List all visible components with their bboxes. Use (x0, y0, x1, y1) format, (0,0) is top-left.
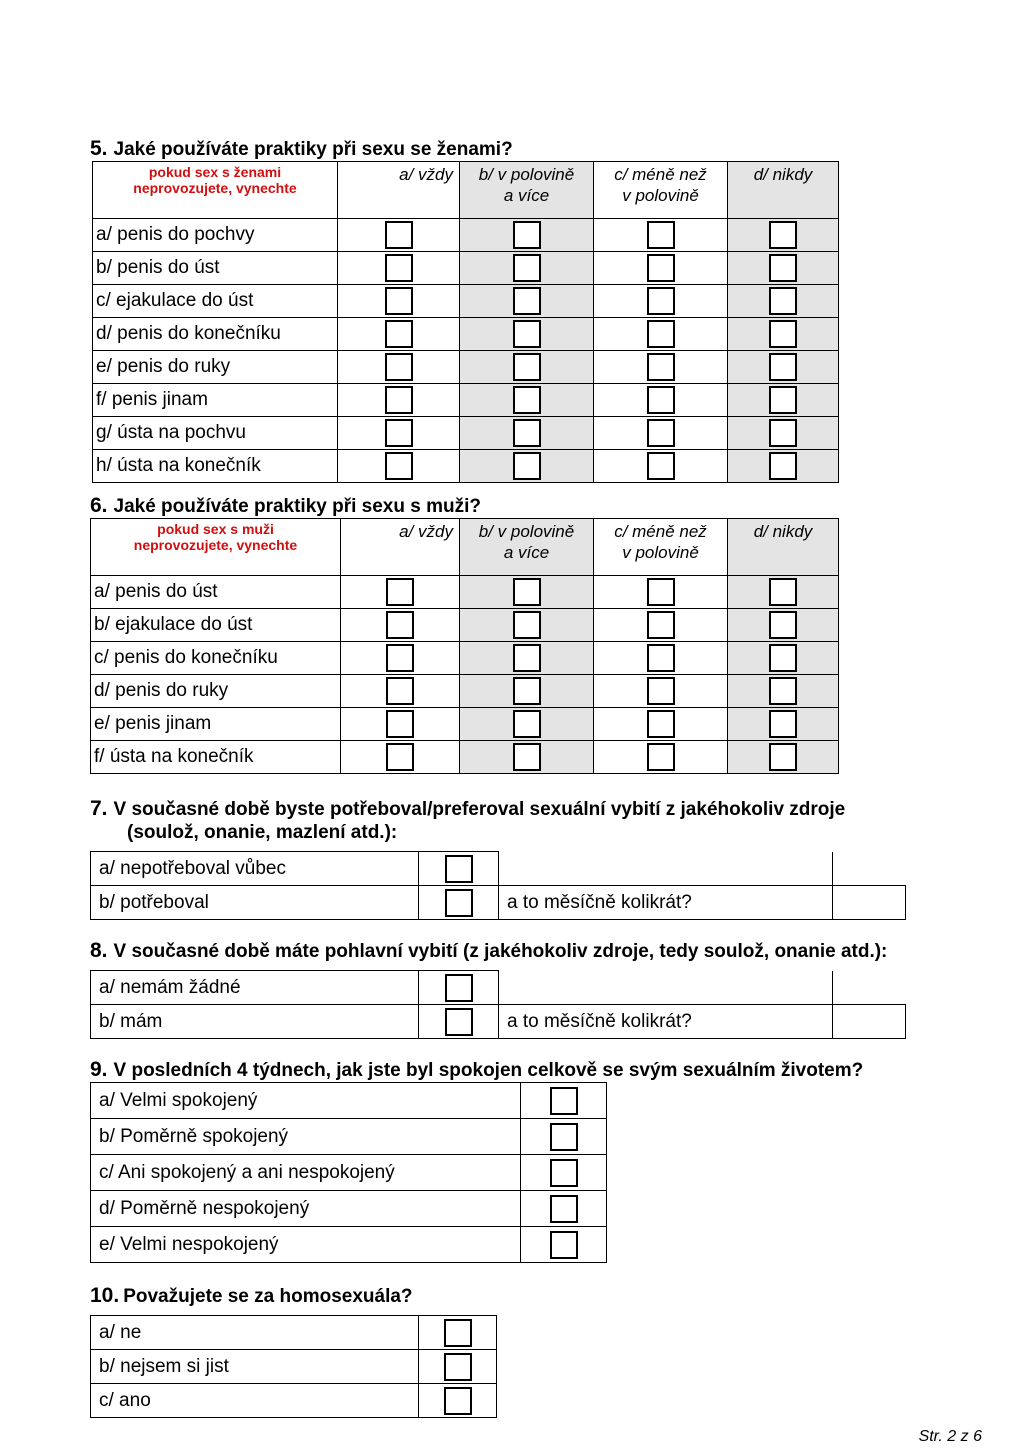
q10-option-label: b/ nejsem si jist (91, 1350, 419, 1384)
q5-title (90, 138, 513, 161)
q5-checkbox-b[interactable] (513, 254, 541, 282)
q8-option-b: b/ mám (91, 1005, 419, 1039)
q7-checkbox-b[interactable] (445, 889, 473, 917)
q5-cell-c (594, 450, 728, 483)
q6-cell-b (460, 609, 594, 642)
q7-count-field[interactable] (833, 886, 906, 920)
q8-table (90, 970, 906, 1039)
q5-checkbox-c[interactable] (647, 221, 675, 249)
q5-cell-a (338, 318, 460, 351)
q6-checkbox-a[interactable] (386, 710, 414, 738)
q6-cell-d (728, 741, 839, 774)
q9-option-label: d/ Poměrně nespokojený (91, 1191, 521, 1227)
q5-row (93, 285, 839, 318)
q5-cell-d (728, 384, 839, 417)
q5-checkbox-c[interactable] (647, 419, 675, 447)
q6-checkbox-c[interactable] (647, 743, 675, 771)
q6-checkbox-c[interactable] (647, 644, 675, 672)
q5-checkbox-b[interactable] (513, 287, 541, 315)
q6-checkbox-a[interactable] (386, 578, 414, 606)
q5-row (93, 384, 839, 417)
q6-note-line2: neprovozujete, vynechte (133, 537, 298, 553)
q6-cell-a (341, 609, 460, 642)
q5-cell-d (728, 417, 839, 450)
q6-col-a (341, 519, 460, 576)
q6-cell-a (341, 675, 460, 708)
q6-col-b-label1: b/ v polovině (478, 522, 575, 541)
q5-cell-a (338, 219, 460, 252)
q7-follow-up: a to měsíčně kolikrát? (499, 886, 833, 920)
q5-cell-a (338, 351, 460, 384)
q5-col-b-label2: a více (503, 186, 550, 205)
q6-cell-a (341, 576, 460, 609)
q5-col-a (338, 162, 460, 219)
q5-cell-b (460, 219, 594, 252)
q6-row-label: e/ penis jinam (91, 708, 341, 741)
q6-cell-d (728, 708, 839, 741)
q9-option-label: b/ Poměrně spokojený (91, 1119, 521, 1155)
q5-row (93, 318, 839, 351)
q5-checkbox-d[interactable] (769, 320, 797, 348)
q5-checkbox-a[interactable] (385, 254, 413, 282)
q6-note-cell (91, 519, 341, 576)
q5-checkbox-b[interactable] (513, 386, 541, 414)
q5-col-c (594, 162, 728, 219)
q5-cell-c (594, 351, 728, 384)
q9-checkbox-cell (521, 1191, 607, 1227)
q9-option-row (91, 1191, 607, 1227)
q7-empty2 (833, 852, 906, 886)
q9-option-row (91, 1119, 607, 1155)
q5-row-label: a/ penis do pochvy (93, 219, 338, 252)
q6-row (91, 609, 839, 642)
q9-checkbox[interactable] (550, 1087, 578, 1115)
q5-checkbox-c[interactable] (647, 320, 675, 348)
q5-checkbox-c[interactable] (647, 254, 675, 282)
q8-option-a: a/ nemám žádné (91, 971, 419, 1005)
q6-cell-d (728, 609, 839, 642)
q5-cell-d (728, 450, 839, 483)
q5-note-cell (93, 162, 338, 219)
q5-cell-c (594, 219, 728, 252)
q5-checkbox-a[interactable] (385, 452, 413, 480)
q8-follow-up: a to měsíčně kolikrát? (499, 1005, 833, 1039)
q5-cell-b (460, 252, 594, 285)
q5-cell-d (728, 219, 839, 252)
q6-checkbox-d[interactable] (769, 743, 797, 771)
q6-col-c (594, 519, 728, 576)
q6-checkbox-b[interactable] (513, 677, 541, 705)
q6-cell-d (728, 576, 839, 609)
q6-note-line1: pokud sex s muži (157, 521, 274, 537)
q7-checkbox-a[interactable] (445, 855, 473, 883)
q9-option-row (91, 1227, 607, 1263)
q8-empty2 (833, 971, 906, 1005)
q5-cell-a (338, 252, 460, 285)
q6-table (90, 518, 839, 774)
q10-checkbox[interactable] (444, 1387, 472, 1415)
q5-cell-b (460, 318, 594, 351)
q6-checkbox-b[interactable] (513, 578, 541, 606)
q9-checkbox[interactable] (550, 1195, 578, 1223)
q5-title-text: Jaké používáte praktiky při sexu se ženami? (113, 139, 513, 160)
q5-checkbox-c[interactable] (647, 353, 675, 381)
q6-row-label: c/ penis do konečníku (91, 642, 341, 675)
q5-checkbox-d[interactable] (769, 386, 797, 414)
q7-title-line1: V současné době byste potřeboval/preferoval sexuální vybití z jakéhokoliv zdroje (113, 799, 846, 820)
q6-cell-a (341, 708, 460, 741)
q5-cell-d (728, 318, 839, 351)
q5-cell-b (460, 351, 594, 384)
q5-col-c-label2: v polovině (622, 186, 699, 205)
q8-checkbox-b[interactable] (445, 1008, 473, 1036)
q5-cell-a (338, 417, 460, 450)
page-number: Str. 2 z 6 (918, 1428, 982, 1445)
q6-row-label: a/ penis do úst (91, 576, 341, 609)
q10-checkbox-cell (419, 1384, 497, 1418)
q6-title-text: Jaké používáte praktiky při sexu s muži? (113, 496, 481, 517)
q5-cell-b (460, 285, 594, 318)
q6-checkbox-b[interactable] (513, 644, 541, 672)
q5-col-a-label: a/ vždy (399, 165, 453, 184)
q5-cell-b (460, 450, 594, 483)
q9-option-row (91, 1083, 607, 1119)
q5-checkbox-b[interactable] (513, 419, 541, 447)
q5-row (93, 219, 839, 252)
q6-cell-b (460, 576, 594, 609)
q8-checkbox-cell-a (419, 971, 499, 1005)
q6-row (91, 741, 839, 774)
q6-checkbox-c[interactable] (647, 578, 675, 606)
q7-checkbox-cell-a (419, 852, 499, 886)
q6-checkbox-c[interactable] (647, 611, 675, 639)
q5-cell-d (728, 351, 839, 384)
q6-checkbox-b[interactable] (513, 611, 541, 639)
q5-cell-d (728, 252, 839, 285)
q6-title (90, 495, 481, 518)
q6-cell-c (594, 609, 728, 642)
q6-checkbox-d[interactable] (769, 644, 797, 672)
q6-cell-b (460, 675, 594, 708)
q9-checkbox[interactable] (550, 1123, 578, 1151)
q6-col-b-label2: a více (503, 543, 550, 562)
q10-option-row (91, 1350, 497, 1384)
q6-cell-c (594, 642, 728, 675)
q9-table (90, 1082, 607, 1263)
q5-checkbox-d[interactable] (769, 419, 797, 447)
q8-title-text: V současné době máte pohlavní vybití (z jakéhokoliv zdroje, tedy soulož, onanie atd.): (113, 941, 888, 962)
q5-checkbox-b[interactable] (513, 452, 541, 480)
q6-col-d (728, 519, 839, 576)
q9-checkbox-cell (521, 1155, 607, 1191)
q6-number: 6. (90, 494, 108, 517)
q5-checkbox-d[interactable] (769, 254, 797, 282)
q5-cell-b (460, 384, 594, 417)
q8-checkbox-a[interactable] (445, 974, 473, 1002)
q5-note-line2: neprovozujete, vynechte (133, 180, 297, 196)
q5-checkbox-b[interactable] (513, 221, 541, 249)
q9-checkbox[interactable] (550, 1159, 578, 1187)
q5-row (93, 417, 839, 450)
q10-table (90, 1315, 497, 1418)
q5-checkbox-a[interactable] (385, 386, 413, 414)
q5-number: 5. (90, 137, 108, 160)
q6-checkbox-c[interactable] (647, 677, 675, 705)
q7-number: 7. (90, 797, 108, 820)
q10-option-row (91, 1316, 497, 1350)
q9-checkbox-cell (521, 1119, 607, 1155)
q5-row (93, 252, 839, 285)
q5-row (93, 351, 839, 384)
q5-checkbox-a[interactable] (385, 419, 413, 447)
q9-checkbox[interactable] (550, 1231, 578, 1259)
q6-checkbox-b[interactable] (513, 743, 541, 771)
q6-cell-a (341, 642, 460, 675)
q9-option-label: e/ Velmi nespokojený (91, 1227, 521, 1263)
q10-title (90, 1285, 413, 1308)
q10-title-text: Považujete se za homosexuála? (123, 1286, 413, 1307)
q5-col-d-label: d/ nikdy (753, 165, 813, 184)
q6-cell-a (341, 741, 460, 774)
q7-checkbox-cell-b (419, 886, 499, 920)
q10-checkbox[interactable] (444, 1353, 472, 1381)
q10-checkbox-cell (419, 1316, 497, 1350)
q5-checkbox-d[interactable] (769, 221, 797, 249)
q10-option-label: a/ ne (91, 1316, 419, 1350)
q5-cell-c (594, 285, 728, 318)
q6-cell-c (594, 576, 728, 609)
q5-cell-a (338, 384, 460, 417)
q6-checkbox-d[interactable] (769, 611, 797, 639)
q6-cell-d (728, 642, 839, 675)
q6-cell-c (594, 675, 728, 708)
q9-checkbox-cell (521, 1083, 607, 1119)
q5-row (93, 450, 839, 483)
q6-cell-d (728, 675, 839, 708)
q8-count-field[interactable] (833, 1005, 906, 1039)
q5-checkbox-d[interactable] (769, 287, 797, 315)
q6-checkbox-c[interactable] (647, 710, 675, 738)
q5-checkbox-d[interactable] (769, 353, 797, 381)
q5-col-b (460, 162, 594, 219)
q10-option-label: c/ ano (91, 1384, 419, 1418)
q5-row-label: g/ ústa na pochvu (93, 417, 338, 450)
q9-title-text: V posledních 4 týdnech, jak jste byl spokojen celkově se svým sexuálním životem? (113, 1060, 864, 1081)
q7-option-a: a/ nepotřeboval vůbec (91, 852, 419, 886)
q5-cell-c (594, 318, 728, 351)
q6-col-a-label: a/ vždy (399, 522, 453, 541)
q5-cell-d (728, 285, 839, 318)
q5-row-label: b/ penis do úst (93, 252, 338, 285)
q5-checkbox-a[interactable] (385, 353, 413, 381)
q5-col-c-label1: c/ méně než (614, 165, 707, 184)
q7-title-line2: (soulož, onanie, mazlení atd.): (127, 822, 398, 843)
q5-cell-a (338, 450, 460, 483)
q6-checkbox-a[interactable] (386, 743, 414, 771)
q9-checkbox-cell (521, 1227, 607, 1263)
q5-table (92, 161, 839, 483)
q5-cell-a (338, 285, 460, 318)
q9-option-label: c/ Ani spokojený a ani nespokojený (91, 1155, 521, 1191)
q6-row-label: b/ ejakulace do úst (91, 609, 341, 642)
q8-empty (499, 971, 833, 1005)
q5-row-label: e/ penis do ruky (93, 351, 338, 384)
q5-row-label: d/ penis do konečníku (93, 318, 338, 351)
q5-row-label: h/ ústa na konečník (93, 450, 338, 483)
q5-checkbox-b[interactable] (513, 320, 541, 348)
q6-col-c-label2: v polovině (622, 543, 699, 562)
q6-checkbox-b[interactable] (513, 710, 541, 738)
q6-row (91, 576, 839, 609)
q6-checkbox-a[interactable] (386, 611, 414, 639)
q5-checkbox-a[interactable] (385, 320, 413, 348)
q5-checkbox-c[interactable] (647, 287, 675, 315)
q5-row-label: c/ ejakulace do úst (93, 285, 338, 318)
q7-empty (499, 852, 833, 886)
q6-row-label: d/ penis do ruky (91, 675, 341, 708)
q8-number: 8. (90, 939, 108, 962)
q6-checkbox-a[interactable] (386, 644, 414, 672)
q10-checkbox[interactable] (444, 1319, 472, 1347)
q6-row (91, 708, 839, 741)
q5-checkbox-b[interactable] (513, 353, 541, 381)
q7-title (90, 798, 845, 821)
q5-row-label: f/ penis jinam (93, 384, 338, 417)
q6-checkbox-d[interactable] (769, 710, 797, 738)
q9-number: 9. (90, 1058, 108, 1081)
q7-table (90, 851, 906, 920)
q5-cell-c (594, 252, 728, 285)
q6-cell-c (594, 708, 728, 741)
q8-checkbox-cell-b (419, 1005, 499, 1039)
q5-col-d (728, 162, 839, 219)
q5-checkbox-c[interactable] (647, 386, 675, 414)
q5-checkbox-d[interactable] (769, 452, 797, 480)
q5-note-line1: pokud sex s ženami (148, 164, 282, 180)
q5-col-b-label1: b/ v polovině (478, 165, 575, 184)
q7-option-b: b/ potřeboval (91, 886, 419, 920)
q10-number: 10. (90, 1284, 120, 1307)
q8-title (90, 940, 887, 963)
q6-cell-c (594, 741, 728, 774)
q9-option-label: a/ Velmi spokojený (91, 1083, 521, 1119)
q6-row-label: f/ ústa na konečník (91, 741, 341, 774)
q6-cell-b (460, 708, 594, 741)
q10-checkbox-cell (419, 1350, 497, 1384)
q5-checkbox-a[interactable] (385, 287, 413, 315)
q6-row (91, 675, 839, 708)
q6-col-d-label: d/ nikdy (753, 522, 813, 541)
q6-row (91, 642, 839, 675)
q10-option-row (91, 1384, 497, 1418)
q6-checkbox-d[interactable] (769, 677, 797, 705)
q9-option-row (91, 1155, 607, 1191)
q6-col-b (460, 519, 594, 576)
q6-col-c-label1: c/ méně než (614, 522, 707, 541)
q6-cell-b (460, 741, 594, 774)
q5-checkbox-a[interactable] (385, 221, 413, 249)
q5-cell-c (594, 384, 728, 417)
q6-checkbox-d[interactable] (769, 578, 797, 606)
q9-title (90, 1059, 863, 1082)
q5-cell-b (460, 417, 594, 450)
q5-cell-c (594, 417, 728, 450)
q6-cell-b (460, 642, 594, 675)
q5-checkbox-c[interactable] (647, 452, 675, 480)
q6-checkbox-a[interactable] (386, 677, 414, 705)
